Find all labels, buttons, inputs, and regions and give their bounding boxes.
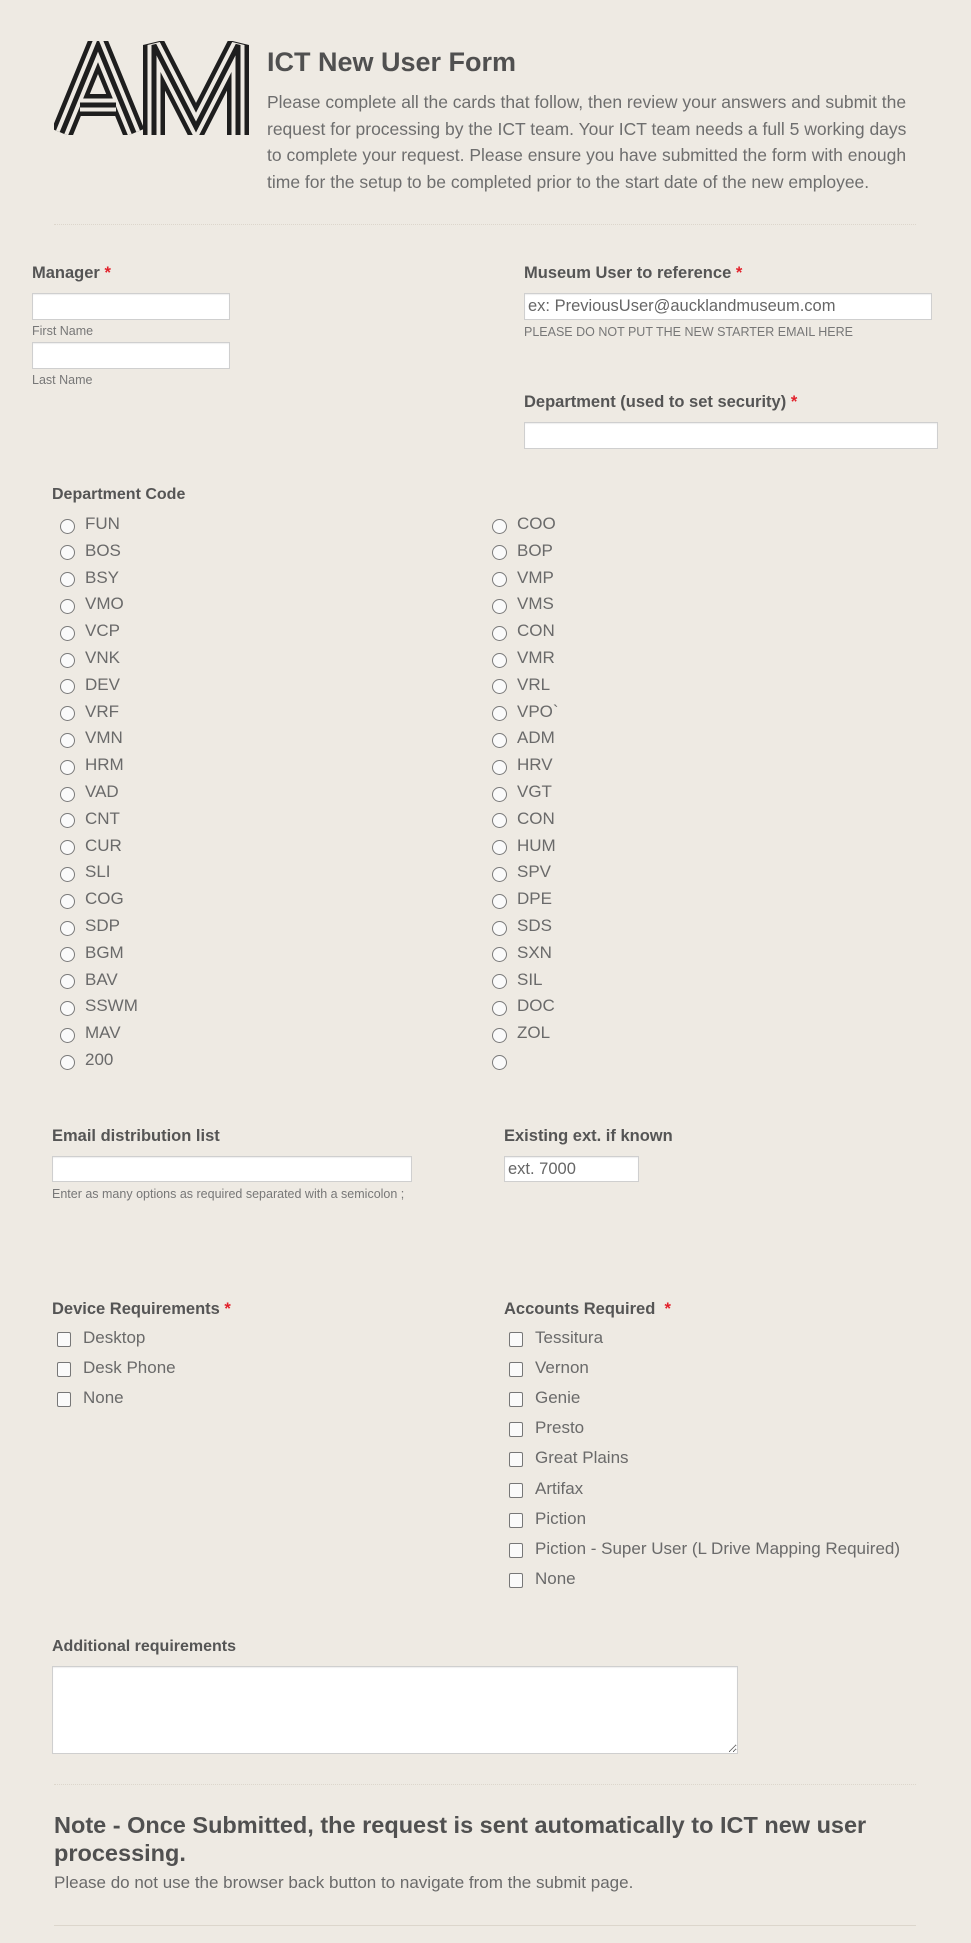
radio-button[interactable] [60, 921, 75, 936]
checkbox-option[interactable] [57, 1386, 124, 1410]
am-logo-icon [54, 41, 252, 135]
radio-option[interactable] [60, 914, 120, 938]
radio-option-label: 200 [85, 1050, 114, 1069]
radio-option-label: CNT [85, 808, 120, 828]
checkbox-label: Piction - Super User (L Drive Mapping Required) [535, 1538, 901, 1558]
radio-option-label: COO [517, 514, 556, 533]
radio-option[interactable] [492, 968, 543, 992]
checkbox-label: Vernon [535, 1358, 589, 1378]
checkbox-label: Genie [535, 1388, 581, 1408]
checkbox[interactable] [509, 1543, 523, 1558]
radio-option[interactable] [60, 834, 122, 858]
radio-button[interactable] [492, 947, 507, 962]
radio-button[interactable] [60, 1001, 75, 1016]
radio-option[interactable] [60, 887, 124, 911]
radio-option[interactable] [60, 619, 120, 643]
department-label [524, 393, 797, 412]
radio-option-label: CUR [85, 835, 122, 855]
radio-option[interactable] [492, 673, 550, 697]
checkbox[interactable] [509, 1452, 523, 1467]
radio-button[interactable] [60, 706, 75, 721]
checkbox-option[interactable] [509, 1416, 584, 1440]
email-list-input[interactable] [52, 1156, 412, 1182]
accounts-required-label [504, 1300, 671, 1319]
radio-button[interactable] [492, 974, 507, 989]
manager-last-name-input[interactable] [32, 342, 230, 369]
device-requirements-label [52, 1300, 231, 1319]
radio-button[interactable] [492, 1028, 507, 1043]
checkbox-option[interactable] [509, 1356, 589, 1380]
checkbox-label: Great Plains [535, 1448, 629, 1468]
radio-button[interactable] [60, 787, 75, 802]
radio-option-label: CON [517, 621, 555, 641]
radio-option-label: VMR [517, 648, 555, 667]
radio-option-label: HUM [517, 835, 556, 855]
radio-option-label: SXN [517, 942, 552, 962]
radio-button[interactable] [492, 599, 507, 614]
radio-button[interactable] [60, 733, 75, 748]
radio-option-label: VNK [85, 648, 120, 667]
note-text: Please do not use the browser back button to navigate from the submit page. [54, 1873, 634, 1892]
radio-option-label: DPE [517, 889, 552, 909]
checkbox-label: None [83, 1388, 124, 1408]
checkbox-option[interactable] [509, 1446, 629, 1470]
radio-option-label: DOC [517, 996, 555, 1016]
radio-option-label: VRF [85, 701, 119, 721]
checkbox-label: Desktop [83, 1328, 146, 1347]
checkbox-label: Desk Phone [83, 1358, 176, 1378]
checkbox[interactable] [509, 1422, 523, 1437]
checkbox[interactable] [509, 1573, 523, 1588]
note-heading: Note - Once Submitted, the request is sent automatically to ICT new user processing. [54, 1812, 867, 1866]
checkbox[interactable] [57, 1332, 71, 1347]
radio-option-label: VGT [517, 782, 552, 801]
radio-option-label: VAD [85, 782, 119, 801]
radio-option-label: SIL [517, 969, 543, 989]
radio-option[interactable] [492, 887, 552, 911]
radio-option[interactable] [492, 994, 555, 1018]
radio-button[interactable] [492, 572, 507, 587]
extension-input[interactable] [504, 1156, 639, 1182]
radio-option[interactable] [60, 780, 119, 804]
required-mark: * [735, 264, 743, 282]
radio-button[interactable] [492, 894, 507, 909]
radio-button[interactable] [492, 1001, 507, 1016]
radio-button[interactable] [60, 1055, 75, 1070]
checkbox-option[interactable] [509, 1507, 586, 1531]
radio-option[interactable] [60, 726, 123, 750]
divider [54, 224, 916, 225]
checkbox-label: Artifax [535, 1478, 584, 1498]
checkbox-option[interactable] [57, 1326, 145, 1350]
required-mark: * [104, 264, 111, 282]
radio-button[interactable] [60, 519, 75, 534]
required-mark: * [664, 1300, 671, 1318]
manager-label-text: Manager [32, 264, 100, 282]
radio-option[interactable] [492, 619, 555, 643]
checkbox[interactable] [509, 1332, 523, 1347]
radio-button[interactable] [60, 760, 75, 775]
museum-user-label [524, 264, 742, 283]
radio-option[interactable] [60, 673, 120, 697]
radio-option[interactable] [492, 860, 551, 884]
divider [54, 1925, 916, 1926]
radio-button[interactable] [60, 626, 75, 641]
checkbox-option[interactable] [509, 1567, 576, 1591]
radio-option[interactable] [60, 968, 118, 992]
checkbox-option[interactable] [509, 1386, 580, 1410]
radio-option-label: COG [85, 889, 124, 909]
radio-option[interactable] [492, 1021, 550, 1045]
page-title: ICT New User Form [267, 47, 517, 77]
required-mark: * [224, 1300, 231, 1318]
radio-option[interactable] [492, 941, 552, 965]
radio-option-label: ZOL [517, 1023, 551, 1043]
radio-option-label: BOS [85, 540, 121, 560]
radio-button[interactable] [492, 813, 507, 828]
radio-option[interactable] [60, 807, 120, 831]
radio-option-label: FUN [85, 514, 120, 533]
radio-button[interactable] [60, 679, 75, 694]
department-label-text: Department (used to set security) [524, 393, 787, 411]
radio-button[interactable] [60, 974, 75, 989]
additional-requirements-label: Additional requirements [52, 1638, 237, 1655]
radio-option-label: BGM [85, 942, 124, 962]
radio-option[interactable] [492, 539, 553, 563]
required-mark: * [790, 393, 798, 411]
email-list-hint: Enter as many options as required separated with a semicolon ; [52, 1187, 405, 1201]
radio-button[interactable] [492, 787, 507, 802]
department-code-label: Department Code [52, 486, 186, 503]
radio-option[interactable] [60, 646, 120, 670]
divider [54, 1784, 916, 1785]
checkbox[interactable] [509, 1392, 523, 1407]
radio-option-label: BOP [517, 540, 553, 560]
radio-option-label: HRM [85, 755, 124, 775]
checkbox-option[interactable] [509, 1537, 900, 1561]
radio-option-label: SPV [517, 862, 552, 882]
radio-option[interactable] [492, 512, 556, 536]
radio-button[interactable] [60, 840, 75, 855]
radio-option-label: VPO` [517, 701, 559, 721]
radio-button[interactable] [60, 867, 75, 882]
radio-option-label: ADM [517, 728, 555, 748]
radio-button[interactable] [492, 867, 507, 882]
first-name-sublabel: First Name [32, 324, 94, 338]
radio-option[interactable] [60, 860, 111, 884]
radio-button[interactable] [60, 1028, 75, 1043]
radio-button[interactable] [60, 947, 75, 962]
radio-option[interactable] [60, 1021, 121, 1045]
radio-button[interactable] [60, 813, 75, 828]
additional-requirements-textarea[interactable] [52, 1666, 738, 1754]
radio-option-label: VMO [85, 594, 124, 614]
radio-option-label: SDS [517, 916, 552, 935]
device-requirements-label-text: Device Requirements [52, 1300, 220, 1318]
radio-button[interactable] [60, 545, 75, 560]
radio-option[interactable] [60, 941, 124, 965]
radio-button[interactable] [492, 519, 507, 534]
radio-option[interactable] [492, 914, 552, 938]
radio-button[interactable] [60, 894, 75, 909]
radio-button[interactable] [492, 733, 507, 748]
radio-option[interactable] [60, 753, 124, 777]
radio-button[interactable] [492, 626, 507, 641]
radio-option-label: VMS [517, 594, 554, 614]
logo [54, 41, 252, 135]
radio-option[interactable] [60, 994, 138, 1018]
radio-button[interactable] [492, 653, 507, 668]
manager-first-name-input[interactable] [32, 293, 230, 320]
checkbox[interactable] [57, 1392, 71, 1407]
radio-option[interactable] [60, 539, 121, 563]
radio-option-label: VMP [517, 567, 554, 587]
radio-button[interactable] [492, 545, 507, 560]
radio-button[interactable] [492, 921, 507, 936]
radio-option-label: VRL [517, 674, 551, 694]
checkbox[interactable] [509, 1362, 523, 1377]
last-name-sublabel: Last Name [32, 373, 93, 387]
radio-button[interactable] [492, 1055, 507, 1070]
radio-button[interactable] [492, 679, 507, 694]
radio-option[interactable] [492, 566, 554, 590]
radio-option-label: CON [517, 808, 555, 828]
radio-button[interactable] [60, 599, 75, 614]
department-input[interactable] [524, 422, 938, 449]
radio-option[interactable] [60, 700, 119, 724]
radio-option[interactable] [492, 807, 555, 831]
manager-label [32, 264, 111, 283]
radio-option-label: BAV [85, 969, 118, 989]
museum-user-label-text: Museum User to reference [524, 264, 732, 282]
checkbox-option[interactable] [57, 1356, 176, 1380]
checkbox[interactable] [509, 1513, 523, 1528]
checkbox-label: None [535, 1568, 576, 1588]
radio-option[interactable] [492, 700, 559, 724]
radio-option-label: SSWM [85, 996, 138, 1016]
radio-option-label: VCP [85, 621, 120, 641]
radio-option[interactable] [492, 726, 555, 750]
checkbox-label: Presto [535, 1418, 585, 1438]
radio-option-label: BSY [85, 567, 120, 587]
radio-option[interactable] [60, 1048, 113, 1072]
email-list-label: Email distribution list [52, 1127, 220, 1145]
radio-option[interactable] [492, 646, 555, 670]
radio-button[interactable] [492, 706, 507, 721]
checkbox[interactable] [57, 1362, 71, 1377]
radio-option-label: HRV [517, 755, 553, 775]
radio-option-label: DEV [85, 674, 120, 694]
radio-button[interactable] [60, 572, 75, 587]
radio-option[interactable] [492, 780, 552, 804]
museum-user-input[interactable] [524, 293, 932, 320]
radio-button[interactable] [492, 840, 507, 855]
radio-option[interactable] [60, 512, 120, 536]
checkbox[interactable] [509, 1483, 523, 1498]
radio-option-label: SDP [85, 916, 120, 935]
radio-option[interactable] [492, 592, 554, 616]
radio-option-label: SLI [85, 862, 111, 882]
checkbox-option[interactable] [509, 1477, 583, 1501]
checkbox-label: Tessitura [535, 1328, 604, 1347]
accounts-required-label-text: Accounts Required [504, 1300, 656, 1318]
museum-user-hint: PLEASE DO NOT PUT THE NEW STARTER EMAIL HERE [524, 325, 854, 339]
intro-text: Please complete all the cards that follow, then review your answers and submit the request for processing by the ICT team. Your ICT team needs a full 5 working days to complete your request. Please ensure you have submitted the form with enough time for the setup to be completed prior to the start date of the new employee. [267, 92, 907, 192]
radio-option[interactable] [492, 834, 556, 858]
radio-option[interactable] [60, 566, 119, 590]
radio-button[interactable] [60, 653, 75, 668]
radio-option-label: MAV [85, 1023, 121, 1043]
extension-label: Existing ext. if known [504, 1127, 673, 1145]
radio-option[interactable] [492, 1048, 517, 1072]
radio-option[interactable] [492, 753, 553, 777]
radio-option-label: VMN [85, 728, 123, 748]
checkbox-option[interactable] [509, 1326, 603, 1350]
radio-option[interactable] [60, 592, 124, 616]
radio-button[interactable] [492, 760, 507, 775]
checkbox-label: Piction [535, 1508, 587, 1528]
